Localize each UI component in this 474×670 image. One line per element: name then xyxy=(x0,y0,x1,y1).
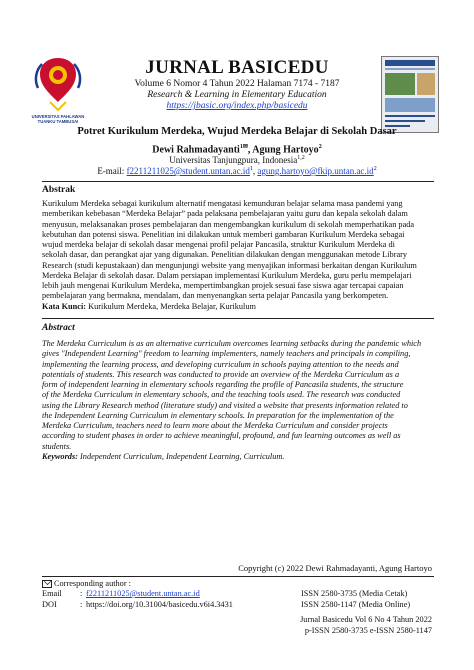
email-separator: , xyxy=(252,166,258,176)
email-2-sup: 2 xyxy=(373,166,377,172)
footer-doi-colon: : xyxy=(80,600,83,609)
journal-subtitle: Research & Learning in Elementary Education xyxy=(147,90,327,100)
email-label: E-mail: xyxy=(97,166,127,176)
author-1-sup: 1✉ xyxy=(239,144,248,150)
journal-reference: Jurnal Basicedu Vol 6 No 4 Tahun 2022 xyxy=(300,615,432,624)
abstract-keywords-text: Independent Curriculum, Independent Learning, Curriculum. xyxy=(77,451,285,461)
issn-short: p-ISSN 2580-3735 e-ISSN 2580-1147 xyxy=(304,626,432,635)
abstract-line: the Independent Learning Curriculum in elementary schools. In preparation for the implementation of the xyxy=(42,410,394,420)
paper-title: Potret Kurikulum Merdeka, Wujud Merdeka Belajar di Sekolah Dasar xyxy=(77,126,397,137)
abstract-line: implementing the learning process, and developing curriculum in schools paying attention to the needs and xyxy=(42,359,399,369)
svg-text:TUANKU TAMBUSAI: TUANKU TAMBUSAI xyxy=(37,119,79,124)
journal-title: JURNAL BASICEDU xyxy=(145,57,329,78)
corresponding-author-row xyxy=(42,579,131,589)
abstract-body xyxy=(42,339,434,462)
abstrak-line: lebih jauh mengenai Kurikulum Merdeka, mempertimbangkan projek sesuai fase siswa agar tercapai capaian xyxy=(42,281,404,290)
abstrak-line: Research (studi kepustakaan) dan mengunjungi website yang menyajikan informasi berkaitan dengan Kurikulum xyxy=(42,260,417,270)
corresponding-author-label: Corresponding author : xyxy=(54,579,131,588)
journal-cover-image xyxy=(381,56,439,133)
abstrak-line: sekolah dasar, dan perangkat ajar yang digunakan. Penelitian dilakukan dengan menggunakan metode Library xyxy=(42,250,408,260)
abstrak-keywords-text: Kurikulum Merdeka, Merdeka Belajar, Kurikulum xyxy=(86,301,256,311)
envelope-icon xyxy=(42,580,52,588)
abstract-line: gives "Independent Learning" freedom to learning implementers, namely teachers and principals in compiling, xyxy=(42,349,411,359)
abstrak-top-rule xyxy=(42,181,434,182)
email-1-sup: 1 xyxy=(249,166,253,172)
issn-print: ISSN 2580-3735 (Media Cetak) xyxy=(301,589,408,598)
footer-doi-label: DOI xyxy=(42,600,57,609)
journal-url-link[interactable]: https://jbasic.org/index.php/basicedu xyxy=(166,101,308,111)
abstract-keywords-label: Keywords: xyxy=(42,451,78,461)
abstract-line: Merdeka Curriculum, teachers need to learn more about the Merdeka Curriculum and consider projects xyxy=(42,421,388,430)
journal-volume-line: Volume 6 Nomor 4 Tahun 2022 Halaman 7174 - 7187 xyxy=(134,79,340,89)
abstrak-line: memberikan kebebasan “Merdeka Belajar” pada pelaksana pembelajaran yaitu guru dan kepala sekolah dalam xyxy=(42,209,408,219)
abstrak-line: Kurikulum Merdeka sebagai kurikulum alternatif mengatasi kemunduran belajar selama masa pandemi yang xyxy=(42,199,403,208)
author-separator: , Agung Hartoyo xyxy=(247,144,319,156)
abstract-top-rule xyxy=(42,318,434,319)
email-2-link[interactable]: agung.hartoyo@fkip.untan.ac.id xyxy=(257,166,374,176)
author-1: Dewi Rahmadayanti xyxy=(152,144,240,156)
author-2-sup: 2 xyxy=(318,144,322,150)
abstract-line: using the Library Research method (literature study) and visited a website that presents information related to xyxy=(42,400,408,410)
abstract-line: students. xyxy=(42,441,72,451)
affiliation-sup: 1,2 xyxy=(297,155,305,161)
affiliation xyxy=(0,155,474,165)
abstrak-line: kebutuhan dan potensi siswa. Penelitian ini dilakukan untuk memberi gambaran Kurikulum Merdeka sebagai xyxy=(42,229,405,239)
abstrak-line: menyusun, melaksanakan proses pembelajaran dan mengembangkan kurikulum di sekolah memperhatikan pada xyxy=(42,219,415,229)
svg-text:UNIVERSITAS PAHLAWAN: UNIVERSITAS PAHLAWAN xyxy=(31,114,85,119)
abstrak-heading: Abstrak xyxy=(42,185,76,195)
abstrak-line: pembelajaran yang bermakna, mendalam, dan menyenangkan serta pelajar Pancasila yang berkompeten. xyxy=(42,291,389,301)
footer-email-link[interactable]: f2211211025@student.untan.ac.id xyxy=(86,589,200,598)
abstract-line: of the Merdeka Curriculum in elementary schools, and the teaching tools used. The research was conducted xyxy=(42,390,401,400)
affiliation-text: Universitas Tanjungpura, Indonesia xyxy=(169,155,298,165)
copyright-notice: Copyright (c) 2022 Dewi Rahmadayanti, Agung Hartoyo xyxy=(238,563,432,573)
email-line xyxy=(0,166,474,176)
footer-email-label: Email xyxy=(42,589,62,598)
abstrak-line: Merdeka Belajar di sekolah dasar. Dalam persiapan implementasi Kurikulum Merdeka, guru perlu mempelajari xyxy=(42,270,412,280)
abstract-line: form of independent learning in elementary schools regarding the profile of Pancasila students, the structure xyxy=(42,380,404,389)
footer-rule xyxy=(42,576,434,577)
email-1-link[interactable]: f2211211025@student.untan.ac.id xyxy=(126,166,250,176)
abstrak-keywords xyxy=(42,302,434,312)
authors-line xyxy=(0,143,474,155)
abstract-line: The Merdeka Curriculum is as an alternative curriculum overcomes learning setbacks during the pandemic which xyxy=(42,339,422,348)
abstract-heading: Abstract xyxy=(42,323,75,333)
issn-online: ISSN 2580-1147 (Media Online) xyxy=(301,600,411,609)
abstrak-body xyxy=(42,199,434,312)
abstract-keywords xyxy=(42,452,434,462)
abstract-line: according to student phases in order to achieve meaningful, profound, and fun learning outcomes as well as xyxy=(42,431,401,441)
footer-doi-value: https://doi.org/10.31004/basicedu.v6i4.3431 xyxy=(86,600,233,609)
footer-email-colon: : xyxy=(80,589,83,598)
abstract-line: potentials of students. This research was conducted to provide an overview of the Merdeka Curriculum as a xyxy=(42,369,400,379)
abstrak-line: wujud merdeka belajar di sekolah dasar mengenai profil pelajar Pancasila, struktur Kurikulum Merdeka di xyxy=(42,240,395,249)
abstrak-keywords-label: Kata Kunci: xyxy=(42,301,87,311)
